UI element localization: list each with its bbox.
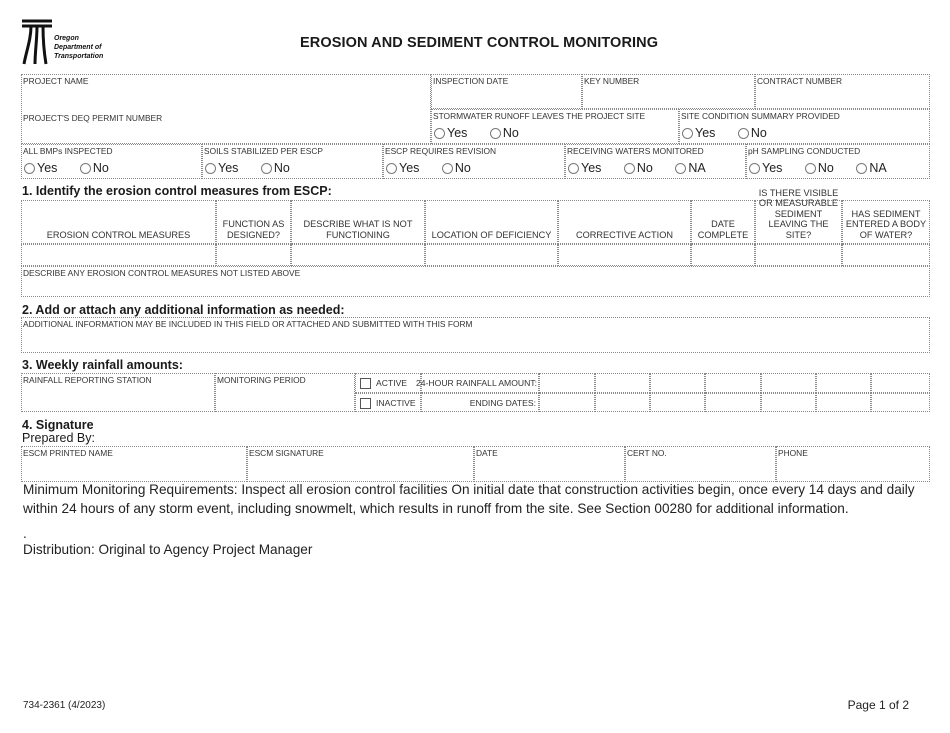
ending-dates-label: ENDING DATES: xyxy=(469,398,536,408)
form-title: EROSION AND SEDIMENT CONTROL MONITORING xyxy=(300,35,659,51)
date-label: DATE xyxy=(476,448,498,458)
soils-no-radio[interactable]: No xyxy=(261,161,290,175)
condition-summary-field xyxy=(679,109,930,144)
escp-no-radio[interactable]: No xyxy=(442,161,471,175)
runoff-leaves-options xyxy=(434,126,538,142)
receiving-options xyxy=(568,161,725,177)
inactive-option[interactable] xyxy=(355,393,421,412)
summary-yes-radio[interactable]: Yes xyxy=(682,126,715,140)
runoff-no-radio[interactable]: No xyxy=(490,126,519,140)
runoff-leaves-label: STORMWATER RUNOFF LEAVES THE PROJECT SITE xyxy=(433,111,646,121)
date-complete-cell[interactable] xyxy=(691,244,755,266)
project-name-field[interactable] xyxy=(21,74,431,144)
active-label: ACTIVE xyxy=(376,378,408,388)
body-of-water-cell[interactable] xyxy=(842,244,930,266)
logo-text-line-3: Transportation xyxy=(54,53,104,60)
section-3-heading: 3. Weekly rainfall amounts: xyxy=(22,358,183,372)
rainfall-amount-cell[interactable] xyxy=(650,373,705,393)
ending-date-cell[interactable] xyxy=(705,393,761,412)
phone-field[interactable] xyxy=(776,446,930,482)
prepared-by-label: Prepared By: xyxy=(22,431,95,445)
col-header-location: LOCATION OF DEFICIENCY xyxy=(425,200,558,244)
escp-yes-radio[interactable]: Yes xyxy=(386,161,419,175)
bmps-inspected-field xyxy=(21,144,202,179)
monitoring-requirements: Minimum Monitoring Requirements: Inspect all erosion control facilities On initial date that construction activities begin, once every 14 days and daily within 24 hours of any storm event, including snowmelt, which results in runoff from the site. See Section 00280 for additional information. xyxy=(23,482,915,516)
section-2-heading: 2. Add or attach any additional information as needed: xyxy=(22,303,345,317)
col-header-measures: EROSION CONTROL MEASURES xyxy=(21,200,216,244)
monitoring-period-label: MONITORING PERIOD xyxy=(217,375,306,385)
ending-date-cell[interactable] xyxy=(650,393,705,412)
soils-stabilized-label: SOILS STABILIZED PER ESCP xyxy=(204,146,323,156)
receiving-yes-radio[interactable]: Yes xyxy=(568,161,601,175)
receiving-na-radio[interactable]: NA xyxy=(675,161,705,175)
signature-label: ESCM SIGNATURE xyxy=(249,448,324,458)
runoff-leaves-field xyxy=(431,109,679,144)
col-header-not-functioning: DESCRIBE WHAT IS NOT FUNCTIONING xyxy=(291,200,425,244)
printed-name-label: ESCM PRINTED NAME xyxy=(23,448,113,458)
rainfall-station-label: RAINFALL REPORTING STATION xyxy=(23,375,152,385)
rainfall-amount-cell[interactable] xyxy=(871,373,930,393)
rainfall-station-field[interactable] xyxy=(21,373,215,412)
inactive-checkbox[interactable] xyxy=(360,398,371,409)
rainfall-amount-cell[interactable] xyxy=(816,373,871,393)
runoff-yes-radio[interactable]: Yes xyxy=(434,126,467,140)
col-header-date-complete: DATE COMPLETE xyxy=(691,200,755,244)
location-cell[interactable] xyxy=(425,244,558,266)
additional-info-label: ADDITIONAL INFORMATION MAY BE INCLUDED IN THIS FIELD OR ATTACHED AND SUBMITTED WITH THIS FORM xyxy=(23,319,473,329)
col-header-function: FUNCTION AS DESIGNED? xyxy=(216,200,291,244)
ending-date-cell[interactable] xyxy=(539,393,595,412)
printed-name-field[interactable] xyxy=(21,446,247,482)
active-checkbox[interactable] xyxy=(360,378,371,389)
additional-info-field[interactable] xyxy=(21,317,930,353)
col-header-corrective-action: CORRECTIVE ACTION xyxy=(558,200,691,244)
phone-label: PHONE xyxy=(778,448,808,458)
bmps-inspected-label: ALL BMPs INSPECTED xyxy=(23,146,113,156)
distribution-text: Distribution: Original to Agency Project Manager xyxy=(23,542,313,557)
bmps-no-radio[interactable]: No xyxy=(80,161,109,175)
receiving-waters-field xyxy=(565,144,746,179)
ending-date-cell[interactable] xyxy=(595,393,650,412)
logo-text-line-1: Oregon xyxy=(54,35,79,42)
col-header-sediment-leaving: IS THERE VISIBLE OR MEASURABLE SEDIMENT LEAVING THE SITE? xyxy=(755,200,842,244)
escp-revision-label: ESCP REQUIRES REVISION xyxy=(385,146,497,156)
ending-date-cell[interactable] xyxy=(761,393,816,412)
separator-dot: . xyxy=(23,526,27,541)
measures-cell[interactable] xyxy=(21,244,216,266)
receiving-no-radio[interactable]: No xyxy=(624,161,653,175)
key-number-field[interactable] xyxy=(582,74,755,109)
contract-number-label: CONTRACT NUMBER xyxy=(757,76,842,86)
other-measures-label: DESCRIBE ANY EROSION CONTROL MEASURES NOT LISTED ABOVE xyxy=(23,268,301,278)
receiving-waters-label: RECEIVING WATERS MONITORED xyxy=(567,146,704,156)
key-number-label: KEY NUMBER xyxy=(584,76,640,86)
inspection-date-label: INSPECTION DATE xyxy=(433,76,509,86)
rainfall-amount-cell[interactable] xyxy=(539,373,595,393)
bmps-options xyxy=(24,161,128,177)
rainfall-amount-cell[interactable] xyxy=(761,373,816,393)
other-measures-field[interactable] xyxy=(21,266,930,297)
ph-sampling-field xyxy=(746,144,930,179)
condition-summary-options xyxy=(682,126,786,142)
odot-logo-mark xyxy=(20,18,54,66)
soils-options xyxy=(205,161,309,177)
soils-yes-radio[interactable]: Yes xyxy=(205,161,238,175)
function-cell[interactable] xyxy=(216,244,291,266)
inactive-label: INACTIVE xyxy=(376,398,416,408)
escp-revision-field xyxy=(383,144,565,179)
soils-stabilized-field xyxy=(202,144,383,179)
condition-summary-label: SITE CONDITION SUMMARY PROVIDED xyxy=(681,111,840,121)
rainfall-amount-label: 24-HOUR RAINFALL AMOUNT: xyxy=(416,378,537,388)
cert-no-field[interactable] xyxy=(625,446,776,482)
col-header-body-of-water: HAS SEDIMENT ENTERED A BODY OF WATER? xyxy=(842,200,930,244)
ending-date-cell[interactable] xyxy=(871,393,930,412)
ph-options xyxy=(749,161,906,177)
monitoring-period-field[interactable] xyxy=(215,373,355,412)
ph-yes-radio[interactable]: Yes xyxy=(749,161,782,175)
escp-options xyxy=(386,161,490,177)
bmps-yes-radio[interactable]: Yes xyxy=(24,161,57,175)
sediment-leaving-cell[interactable] xyxy=(755,244,842,266)
corrective-action-cell[interactable] xyxy=(558,244,691,266)
contract-number-field[interactable] xyxy=(755,74,930,109)
inspection-date-field[interactable] xyxy=(431,74,582,109)
signature-field[interactable] xyxy=(247,446,474,482)
ph-na-radio[interactable]: NA xyxy=(856,161,886,175)
summary-no-radio[interactable]: No xyxy=(738,126,767,140)
not-functioning-cell[interactable] xyxy=(291,244,425,266)
page-number: Page 1 of 2 xyxy=(847,698,909,712)
rainfall-amount-cell[interactable] xyxy=(595,373,650,393)
ph-no-radio[interactable]: No xyxy=(805,161,834,175)
logo-text-line-2: Department of xyxy=(54,44,102,51)
project-name-label: PROJECT NAME xyxy=(23,76,89,86)
section-1-heading: 1. Identify the erosion control measures from ESCP: xyxy=(22,184,332,198)
deq-permit-label: PROJECT'S DEQ PERMIT NUMBER xyxy=(23,113,163,123)
rainfall-amount-row-label xyxy=(416,373,539,393)
ending-dates-row-label xyxy=(421,393,539,412)
ending-date-cell[interactable] xyxy=(816,393,871,412)
ph-sampling-label: pH SAMPLING CONDUCTED xyxy=(748,146,861,156)
cert-no-label: CERT NO. xyxy=(627,448,667,458)
date-field[interactable] xyxy=(474,446,625,482)
form-number: 734-2361 (4/2023) xyxy=(23,700,106,711)
section-4-heading: 4. Signature xyxy=(22,418,94,432)
rainfall-amount-cell[interactable] xyxy=(705,373,761,393)
active-option[interactable] xyxy=(355,373,421,393)
odot-logo xyxy=(20,18,150,66)
